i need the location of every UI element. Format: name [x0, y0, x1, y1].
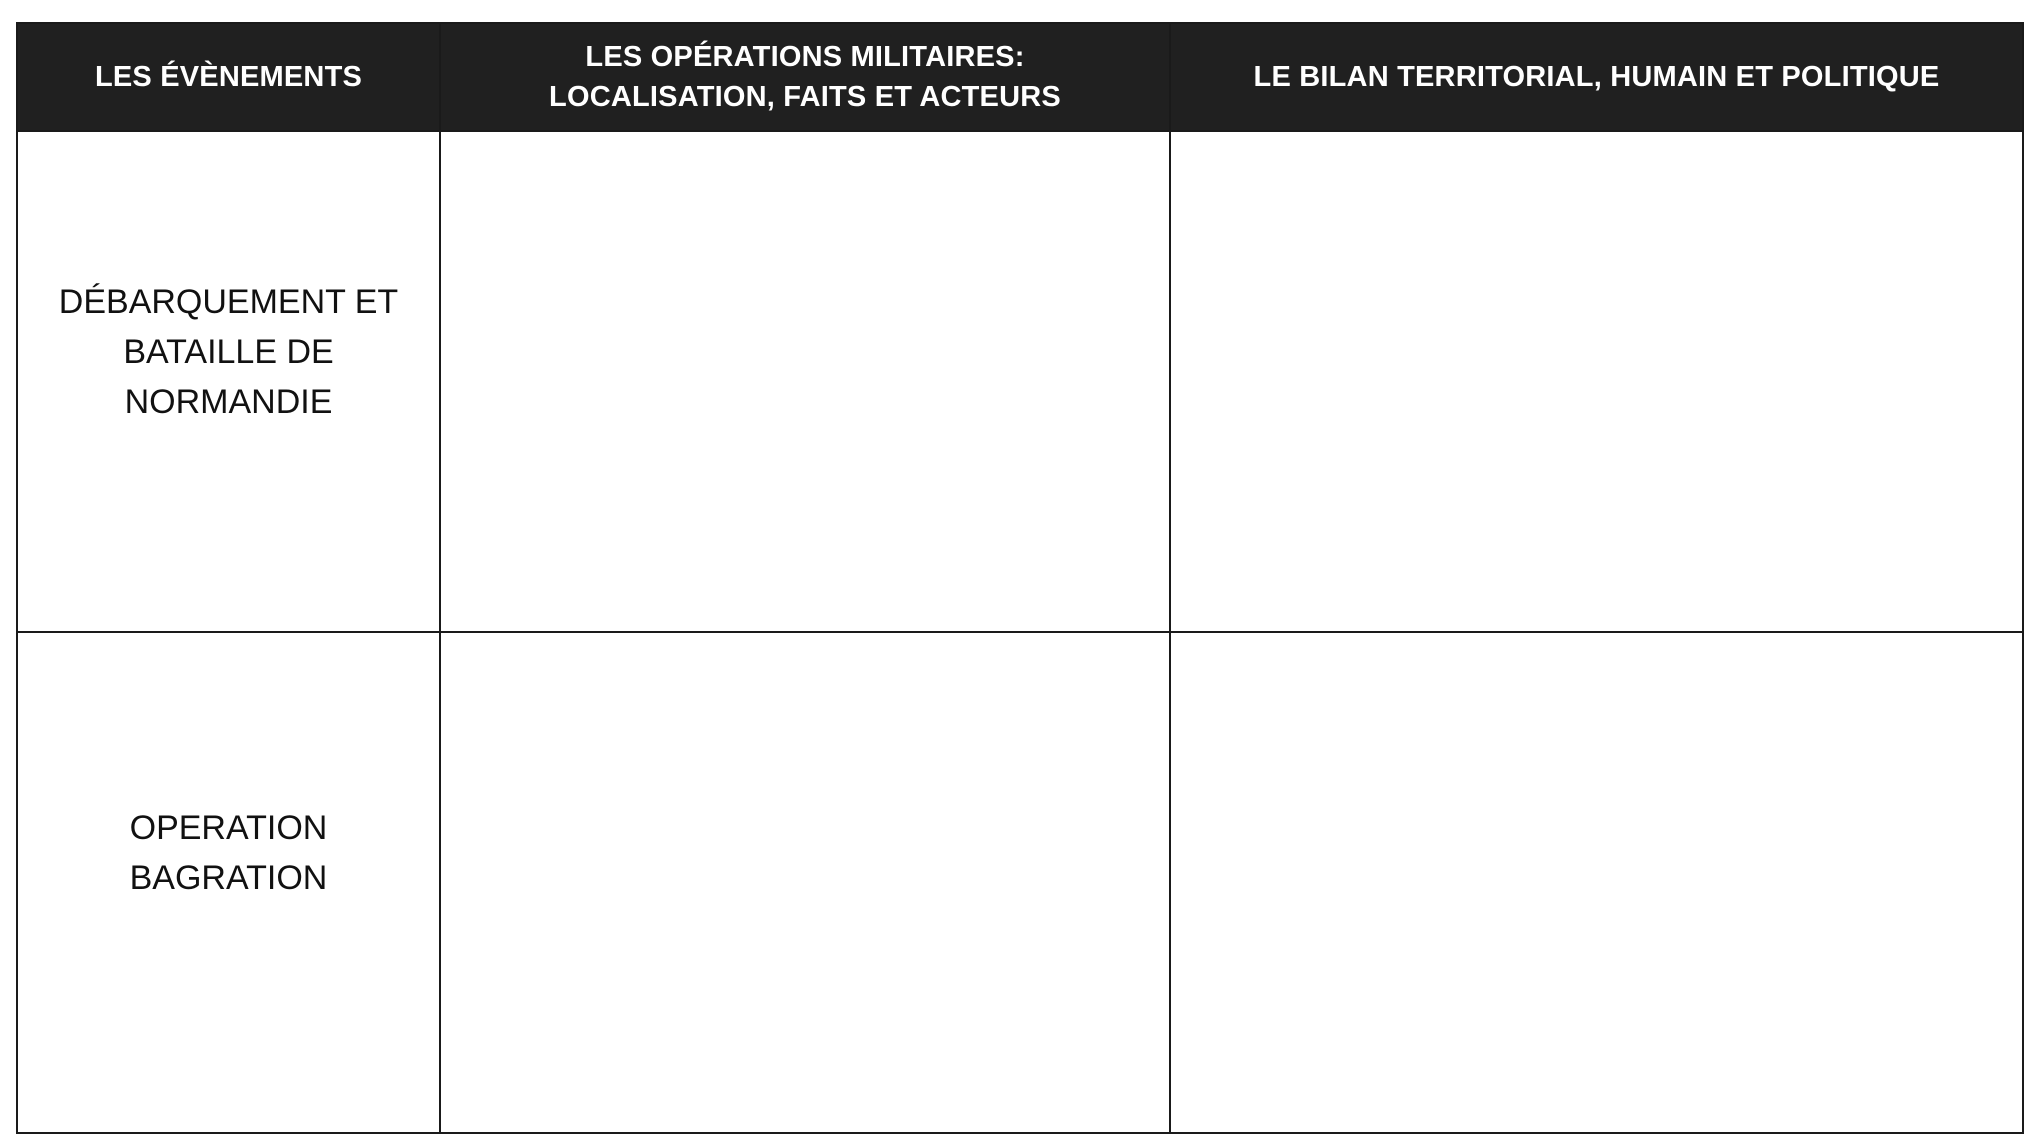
worksheet-table: [16, 22, 2024, 1134]
table-row-normandie: [17, 131, 2023, 632]
event-label-line: OPERATION: [129, 808, 328, 847]
event-cell-normandie: [17, 131, 440, 632]
event-label-line: BAGRATION: [129, 858, 328, 897]
header-military-operations: LES OPÉRATIONS MILITAIRES: LOCALISATION, FAITS ET ACTEURS: [440, 23, 1170, 131]
header-events: LES ÉVÈNEMENTS: [17, 23, 440, 131]
event-cell-bagration: [17, 632, 440, 1133]
event-label-line: BATAILLE DE: [123, 332, 334, 371]
bilan-cell-normandie[interactable]: [1170, 131, 2023, 632]
operations-cell-bagration[interactable]: [440, 632, 1170, 1133]
table-row-bagration: [17, 632, 2023, 1133]
event-label-line: NORMANDIE: [124, 382, 333, 421]
operations-cell-normandie[interactable]: [440, 131, 1170, 632]
header-territorial-assessment: LE BILAN TERRITORIAL, HUMAIN ET POLITIQUE: [1170, 23, 2023, 131]
header-row: [17, 23, 2023, 131]
bilan-cell-bagration[interactable]: [1170, 632, 2023, 1133]
worksheet-table-container: [16, 22, 2022, 1132]
event-label-line: DÉBARQUEMENT ET: [58, 282, 399, 321]
